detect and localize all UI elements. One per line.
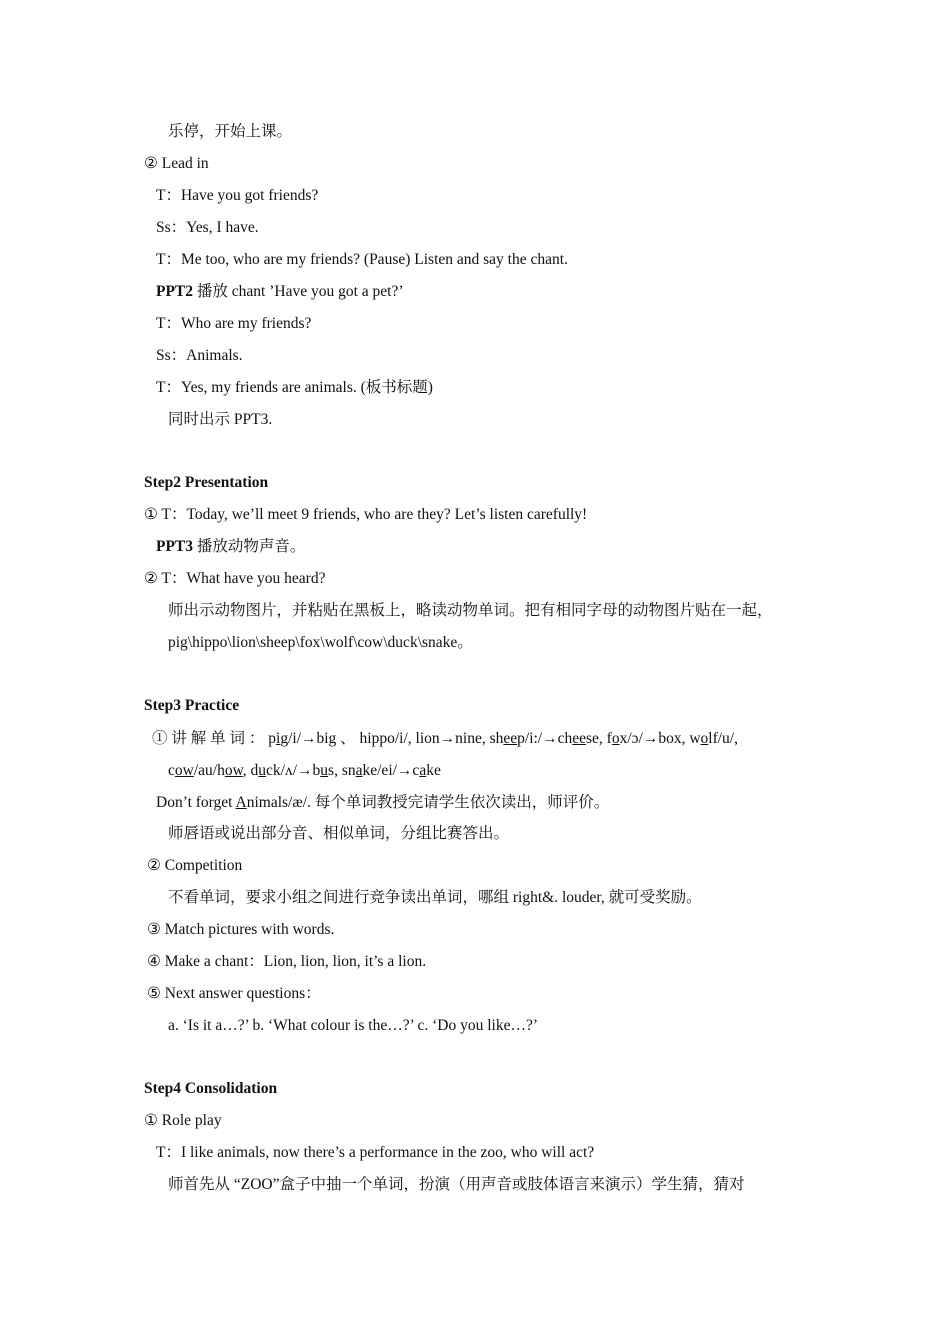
text-line [156, 793, 609, 813]
text-line: a. ‘Is it a…?’ b. ‘What colour is the…?’ c. ‘Do you like…?’ [168, 1017, 539, 1034]
text-span: g/i/→big 、 hippo/i/, lion→nine, sh [280, 730, 504, 747]
text-span: c [168, 762, 175, 779]
text-line [156, 537, 305, 557]
underlined-letter: u [258, 762, 267, 779]
bold-label: PPT2 [156, 283, 194, 300]
underlined-letter: a [355, 762, 363, 779]
text-line: pig\hippo\lion\sheep\fox\wolf\cow\duck\snake。 [168, 634, 473, 651]
text-line: 师唇语或说出部分音、相似单词，分组比赛答出。 [168, 825, 510, 842]
text-span: 播放 chant ’Have you got a pet?’ [193, 283, 404, 300]
text-span: p/i:/→ch [517, 730, 573, 747]
text-line: T：I like animals, now there’s a performance in the zoo, who will act? [156, 1144, 595, 1161]
text-line: ② Lead in [144, 155, 209, 172]
text-span: ke/ei/→c [362, 762, 420, 779]
text-span: ① 讲 解 单 词 ： p [152, 730, 277, 747]
text-span: nimals/æ/. 每个单词教授完请学生依次读出，师评价。 [246, 794, 610, 811]
bold-label: PPT3 [156, 538, 194, 555]
text-line: 同时出示 PPT3. [168, 411, 273, 428]
underlined-letter: i [276, 730, 281, 747]
text-line: T：Me too, who are my friends? (Pause) Listen and say the chant. [156, 251, 568, 268]
text-line [152, 729, 738, 749]
section-heading: Step2 Presentation [144, 474, 269, 491]
text-span: , d [242, 762, 259, 779]
underlined-letter: a [419, 762, 427, 779]
text-line: T：Yes, my friends are animals. (板书标题) [156, 379, 433, 396]
underlined-letter: o [700, 730, 709, 747]
text-span: Don’t forget [156, 794, 236, 811]
section-heading: Step4 Consolidation [144, 1080, 278, 1097]
underlined-letter: A [235, 794, 247, 811]
underlined-letter: ow [174, 762, 194, 779]
text-span: x/ɔ/→box, w [619, 730, 701, 747]
text-line: Ss：Yes, I have. [156, 219, 259, 236]
text-line: Ss：Animals. [156, 347, 243, 364]
underlined-letter: o [611, 730, 620, 747]
text-span: s, sn [328, 762, 356, 779]
text-line: ⑤ Next answer questions： [147, 985, 321, 1002]
text-span: ke [426, 762, 441, 779]
text-line [156, 282, 404, 302]
text-span: se, f [586, 730, 612, 747]
text-span: ck/ʌ/→b [266, 762, 321, 779]
underlined-letter: u [320, 762, 329, 779]
text-span: 播放动物声音。 [193, 538, 306, 555]
text-line: ② Competition [147, 857, 243, 874]
text-line: T：Have you got friends? [156, 187, 319, 204]
text-span: lf/u/, [708, 730, 738, 747]
text-line: ④ Make a chant：Lion, lion, lion, it’s a lion. [147, 953, 427, 970]
section-heading: Step3 Practice [144, 697, 240, 714]
text-line: 不看单词，要求小组之间进行竞争读出单词，哪组 right&. louder, 就可受奖励。 [168, 889, 702, 906]
underlined-letter: ee [503, 730, 518, 747]
text-line: ② T：What have you heard? [144, 570, 326, 587]
text-line: ③ Match pictures with words. [147, 921, 335, 938]
underlined-letter: ee [572, 730, 587, 747]
text-line: ① Role play [144, 1112, 222, 1129]
text-span: /au/h [193, 762, 225, 779]
text-line: 师首先从 “ZOO”盒子中抽一个单词，扮演（用声音或肢体语言来演示）学生猜，猜对 [168, 1176, 745, 1193]
underlined-letter: ow [224, 762, 243, 779]
text-line: 乐停，开始上课。 [168, 123, 293, 140]
text-line: T：Who are my friends? [156, 315, 312, 332]
text-line: ① T：Today, we’ll meet 9 friends, who are they? Let’s listen carefully! [144, 506, 588, 523]
text-line [168, 761, 441, 781]
text-line: 师出示动物图片，并粘贴在黑板上，略读动物单词。把有相同字母的动物图片贴在一起， [168, 602, 773, 619]
